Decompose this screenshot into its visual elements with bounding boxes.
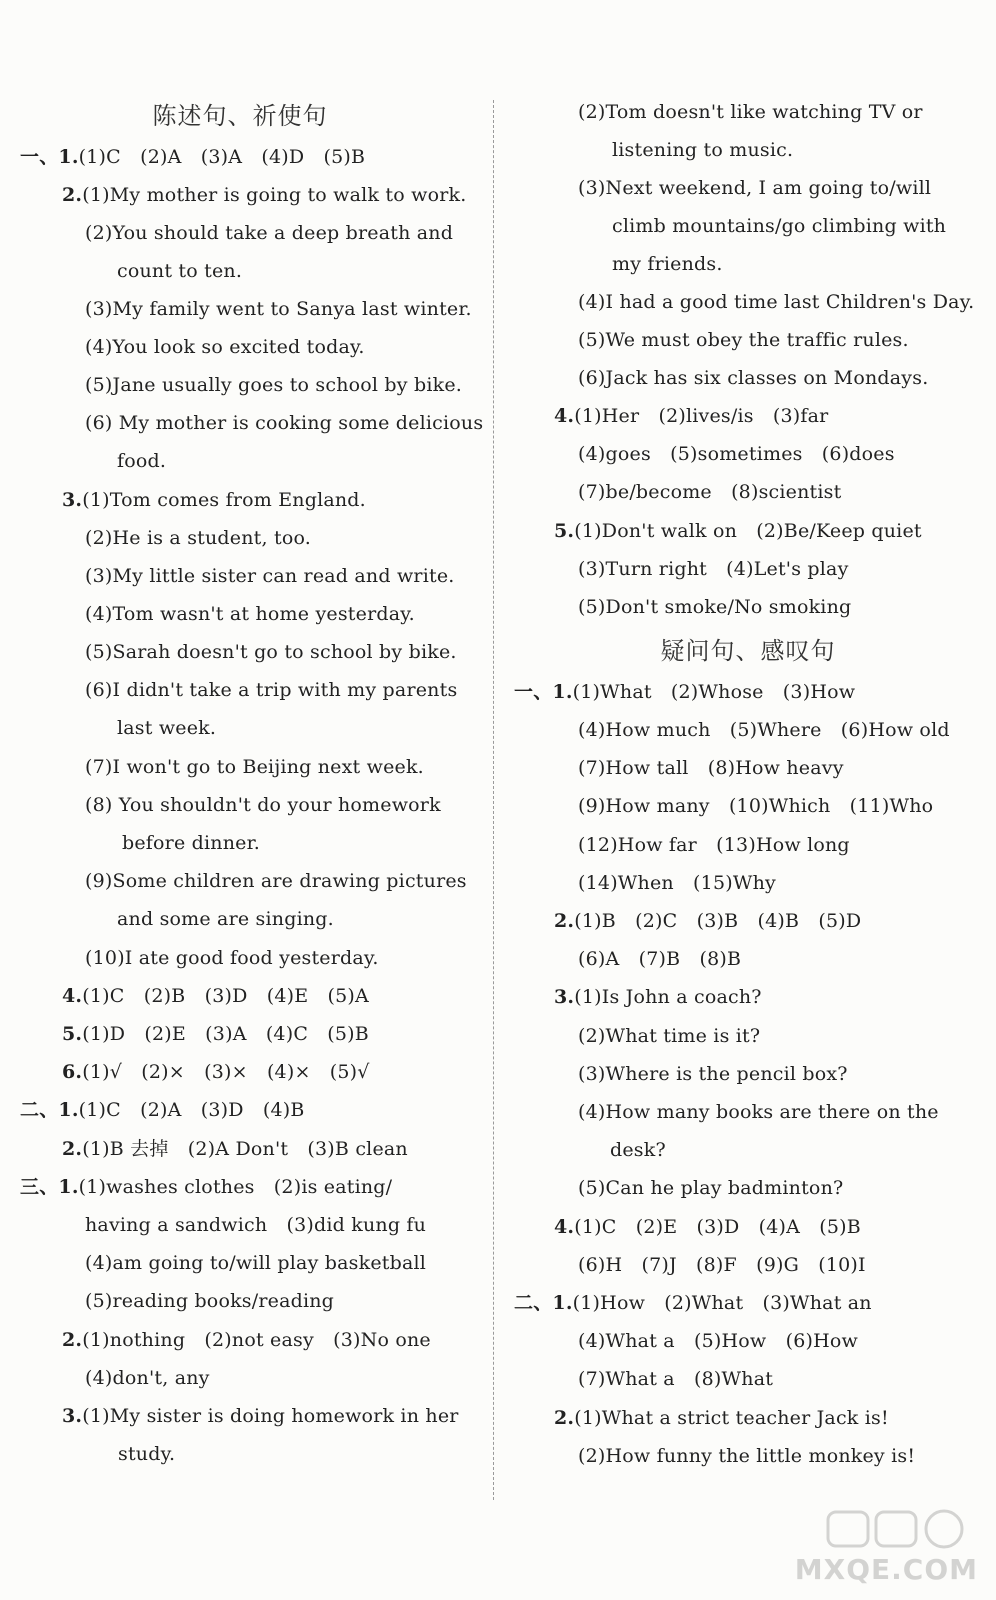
answer-line: (4)am going to/will play basketball [85, 1252, 427, 1274]
answer-line: (4)don't, any [85, 1367, 210, 1389]
answer-line: (7)What a (8)What [578, 1368, 774, 1390]
answer-line: 5.(1)D (2)E (3)A (4)C (5)B [62, 1023, 369, 1045]
answer-line: my friends. [612, 253, 723, 275]
answer-line: (4)You look so excited today. [85, 336, 365, 358]
answer-line: (2)Tom doesn't like watching TV or [578, 101, 923, 123]
answer-line: (3)Next weekend, I am going to/will [578, 177, 932, 199]
answer-line: 4.(1)C (2)E (3)D (4)A (5)B [554, 1216, 861, 1238]
answer-line: food. [117, 450, 167, 472]
answer-line: 2.(1)B (2)C (3)B (4)B (5)D [554, 910, 862, 932]
answer-line: 一、1.(1)What (2)Whose (3)How [514, 681, 856, 703]
answer-line: (7)I won't go to Beijing next week. [85, 756, 424, 778]
watermark-stamp-icon [818, 1506, 978, 1556]
answer-line: 二、1.(1)C (2)A (3)D (4)B [20, 1099, 305, 1121]
answer-line: (4)How much (5)Where (6)How old [578, 719, 950, 741]
answer-line: study. [118, 1443, 176, 1465]
answer-line: (4)goes (5)sometimes (6)does [578, 443, 895, 465]
answer-line: (5)Can he play badminton? [578, 1177, 844, 1199]
answer-line: and some are singing. [117, 908, 334, 930]
answer-line: (3)My little sister can read and write. [85, 565, 455, 587]
answer-line: (5)reading books/reading [85, 1290, 335, 1312]
answer-line: (4)What a (5)How (6)How [578, 1330, 858, 1352]
answer-line: (7)How tall (8)How heavy [578, 757, 844, 779]
answer-line: (3)Where is the pencil box? [578, 1063, 848, 1085]
answer-line: listening to music. [612, 139, 794, 161]
answer-line: 5.(1)Don't walk on (2)Be/Keep quiet [554, 520, 922, 542]
watermark-text: MXQE.COM [794, 1553, 978, 1586]
answer-line: 3.(1)Is John a coach? [554, 986, 762, 1008]
answer-line: (9)Some children are drawing pictures [85, 870, 467, 892]
answer-line: (7)be/become (8)scientist [578, 481, 842, 503]
answer-line: (4)Tom wasn't at home yesterday. [85, 603, 415, 625]
answer-line: 2.(1)nothing (2)not easy (3)No one [62, 1329, 431, 1351]
column-divider [493, 100, 494, 1500]
answer-line: 二、1.(1)How (2)What (3)What an [514, 1292, 872, 1314]
answer-line: (2)He is a student, too. [85, 527, 311, 549]
answer-line: (2)You should take a deep breath and [85, 222, 454, 244]
answer-line: (9)How many (10)Which (11)Who [578, 795, 934, 817]
answer-line: (6) My mother is cooking some delicious [85, 412, 484, 434]
answer-line: 4.(1)C (2)B (3)D (4)E (5)A [62, 985, 369, 1007]
answer-line: (6)A (7)B (8)B [578, 948, 742, 970]
answer-line: count to ten. [117, 260, 243, 282]
answer-line: having a sandwich (3)did kung fu [85, 1214, 427, 1236]
answer-line: (3)Turn right (4)Let's play [578, 558, 849, 580]
answer-line: (2)What time is it? [578, 1025, 761, 1047]
answer-line: (5)Don't smoke/No smoking [578, 596, 852, 618]
answer-line: (10)I ate good food yesterday. [85, 947, 379, 969]
answer-line: 2.(1)What a strict teacher Jack is! [554, 1407, 889, 1429]
answer-line: 一、1.(1)C (2)A (3)A (4)D (5)B [20, 146, 366, 168]
answer-line: climb mountains/go climbing with [612, 215, 947, 237]
answer-line: 6.(1)√ (2)× (3)× (4)× (5)√ [62, 1061, 370, 1083]
answer-line: (6)I didn't take a trip with my parents [85, 679, 458, 701]
answer-line: 2.(1)B 去掉 (2)A Don't (3)B clean [62, 1138, 408, 1160]
section-title-interrogative-exclamatory: 疑问句、感叹句 [660, 637, 836, 665]
watermark-logo [794, 1506, 978, 1586]
answer-line: 4.(1)Her (2)lives/is (3)far [554, 405, 829, 427]
answer-line: (6)Jack has six classes on Mondays. [578, 367, 929, 389]
answer-line: 3.(1)Tom comes from England. [62, 489, 366, 511]
answer-line: (12)How far (13)How long [578, 834, 850, 856]
answer-line: 2.(1)My mother is going to walk to work. [62, 184, 467, 206]
answer-line: 3.(1)My sister is doing homework in her [62, 1405, 459, 1427]
answer-line: (5)Sarah doesn't go to school by bike. [85, 641, 457, 663]
answer-line: (8) You shouldn't do your homework [85, 794, 441, 816]
answer-line: (5)Jane usually goes to school by bike. [85, 374, 463, 396]
answer-line: (4)How many books are there on the [578, 1101, 939, 1123]
answer-line: (5)We must obey the traffic rules. [578, 329, 909, 351]
answer-line: desk? [610, 1139, 666, 1161]
answer-line: before dinner. [122, 832, 261, 854]
answer-line: (4)I had a good time last Children's Day. [578, 291, 975, 313]
answer-line: (3)My family went to Sanya last winter. [85, 298, 472, 320]
answer-line: (2)How funny the little monkey is! [578, 1445, 916, 1467]
section-title-declarative-imperative: 陈述句、祈使句 [152, 102, 328, 130]
answer-line: last week. [117, 717, 217, 739]
answer-line: (14)When (15)Why [578, 872, 776, 894]
answer-line: (6)H (7)J (8)F (9)G (10)I [578, 1254, 866, 1276]
answer-line: 三、1.(1)washes clothes (2)is eating/ [20, 1176, 393, 1198]
